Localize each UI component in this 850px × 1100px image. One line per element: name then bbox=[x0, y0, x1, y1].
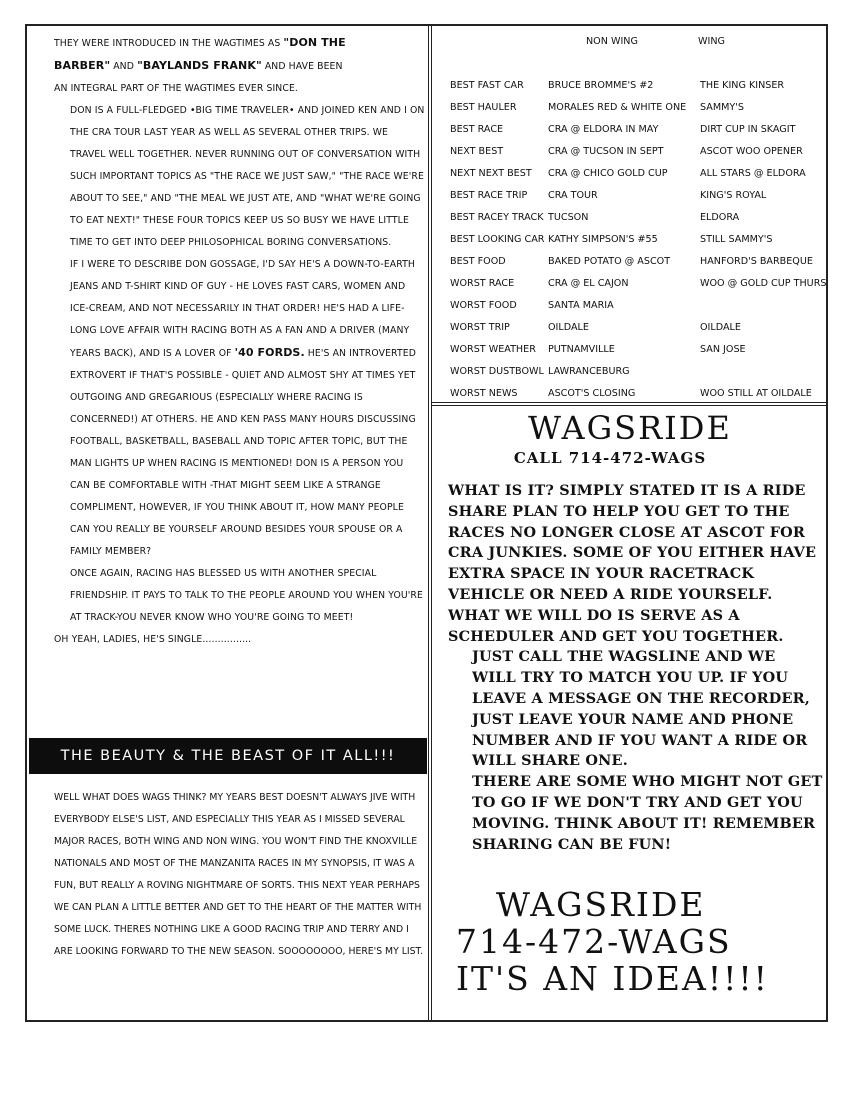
footer-tagline: IT'S AN IDEA!!!! bbox=[456, 959, 769, 998]
award-row bbox=[448, 142, 820, 164]
award-nonwing: BAKED POTATO @ ASCOT bbox=[548, 256, 671, 267]
award-category: BEST RACE TRIP bbox=[450, 190, 528, 201]
award-nonwing: MORALES RED & WHITE ONE bbox=[548, 102, 687, 113]
award-nonwing: SANTA MARIA bbox=[548, 300, 614, 311]
wagsride-paragraph: THERE ARE SOME WHO MIGHT NOT GET TO GO IF WE DON'T TRY AND GET YOU MOVING. THINK ABOUT IT! REMEMBER SHARING CAN BE FUN! bbox=[472, 773, 823, 853]
award-category: NEXT NEXT BEST bbox=[450, 168, 532, 179]
column-divider bbox=[428, 26, 432, 1021]
award-wing: DIRT CUP IN SKAGIT bbox=[700, 124, 796, 135]
award-wing: SAMMY'S bbox=[700, 102, 744, 113]
award-wing: ALL STARS @ ELDORA bbox=[700, 168, 806, 179]
award-category: BEST LOOKING CAR bbox=[450, 234, 545, 245]
award-row bbox=[448, 296, 820, 318]
award-category: WORST RACE bbox=[450, 278, 515, 289]
award-row bbox=[448, 208, 820, 230]
story-closing: OH YEAH, LADIES, HE'S SINGLE................ bbox=[54, 634, 252, 645]
footer-title: WAGSRIDE bbox=[496, 885, 706, 924]
award-category: BEST RACEY TRACK bbox=[450, 212, 544, 223]
award-category: WORST TRIP bbox=[450, 322, 510, 333]
award-nonwing: CRA TOUR bbox=[548, 190, 598, 201]
award-row bbox=[448, 120, 820, 142]
award-category: WORST DUSTBOWL bbox=[450, 366, 544, 377]
award-nonwing: BRUCE BROMME'S #2 bbox=[548, 80, 654, 91]
award-wing: HANFORD'S BARBEQUE bbox=[700, 256, 813, 267]
footer-phone: 714-472-WAGS bbox=[456, 922, 732, 961]
column-header-nonwing: NON WING bbox=[586, 36, 638, 47]
award-nonwing: CRA @ TUCSON IN SEPT bbox=[548, 146, 664, 157]
award-category: BEST RACE bbox=[450, 124, 504, 135]
award-row bbox=[448, 318, 820, 340]
award-nonwing: LAWRANCEBURG bbox=[548, 366, 630, 377]
don-gossage-story bbox=[54, 32, 426, 651]
award-category: NEXT BEST bbox=[450, 146, 504, 157]
awards-header bbox=[448, 32, 820, 54]
award-row bbox=[448, 274, 827, 296]
award-category: WORST WEATHER bbox=[450, 344, 536, 355]
wags-think-story bbox=[54, 787, 424, 963]
award-nonwing: TUCSON bbox=[548, 212, 589, 223]
award-nonwing: KATHY SIMPSON'S #55 bbox=[548, 234, 658, 245]
story-paragraph: IF I WERE TO DESCRIBE DON GOSSAGE, I'D SAY HE'S A DOWN-TO-EARTH JEANS AND T-SHIRT KIND OF GUY - HE LOVES FAST CARS, WOMEN AND ICE-CREAM, AND NOT NECESSARILY IN THAT ORDER! HE'S HAD A LIFE-LONG LOVE AFFAIR WITH RACING BOTH AS A FAN AND A DRIVER (MANY YEARS BACK), AND IS A LOVER OF '40 FORDS. HE'S AN INTROVERTED EXTROVERT IF THAT'S POSSIBLE - QUIET AND ALMOST SHY AT TIMES YET OUTGOING AND GREGARIOUS (ESPECIALLY WHERE RACING IS CONCERNED!) AT OTHERS. HE AND KEN PASS MANY HOURS DISCUSSING FOOTBALL, BASKETBALL, BASEBALL AND TOPIC AFTER TOPIC, BUT THE MAN LIGHTS UP WHEN RACING IS MENTIONED! DON IS A PERSON YOU CAN BE COMFORTABLE WITH -THAT MIGHT SEEM LIKE A STRANGE COMPLIMENT, HOWEVER, IF YOU THINK ABOUT IT, HOW MANY PEOPLE CAN YOU REALLY BE YOURSELF AROUND BESIDES YOUR SPOUSE OR A FAMILY MEMBER? bbox=[70, 259, 416, 557]
award-row bbox=[448, 186, 820, 208]
award-wing: KING'S ROYAL bbox=[700, 190, 767, 201]
award-row bbox=[448, 164, 820, 186]
wagsride-title: WAGSRIDE bbox=[528, 409, 732, 447]
award-wing: WOO @ GOLD CUP THURS bbox=[700, 278, 827, 289]
award-nonwing: PUTNAMVILLE bbox=[548, 344, 615, 355]
story-intro: THEY WERE INTRODUCED IN THE WAGTIMES AS "DON THE BARBER" AND "BAYLANDS FRANK" AND HAVE BEEN AN INTEGRAL PART OF THE WAGTIMES EVER SINCE. bbox=[54, 36, 346, 94]
award-nonwing: CRA @ CHICO GOLD CUP bbox=[548, 168, 668, 179]
award-row bbox=[448, 384, 820, 406]
award-nonwing: CRA @ ELDORA IN MAY bbox=[548, 124, 659, 135]
award-wing: ASCOT WOO OPENER bbox=[700, 146, 803, 157]
story-paragraph: ONCE AGAIN, RACING HAS BLESSED US WITH ANOTHER SPECIAL FRIENDSHIP. IT PAYS TO TALK TO THE PEOPLE AROUND YOU WHEN YOU'RE AT TRACK-YOU NEVER KNOW WHO YOU'RE GOING TO MEET! bbox=[70, 568, 423, 623]
award-row bbox=[448, 340, 820, 362]
award-nonwing: ASCOT'S CLOSING bbox=[548, 388, 636, 399]
award-wing: ELDORA bbox=[700, 212, 740, 223]
awards-rows bbox=[448, 76, 827, 406]
wagsride-paragraph: WHAT IS IT? SIMPLY STATED IT IS A RIDE SHARE PLAN TO HELP YOU GET TO THE RACES NO LONGER CLOSE AT ASCOT FOR CRA JUNKIES. SOME OF YOU EITHER HAVE EXTRA SPACE IN YOUR RACETRACK VEHICLE OR NEED A RIDE YOURSELF. WHAT WE WILL DO IS SERVE AS A SCHEDULER AND GET YOU TOGETHER. bbox=[448, 482, 817, 645]
award-nonwing: OILDALE bbox=[548, 322, 589, 333]
story-paragraph: WELL WHAT DOES WAGS THINK? MY YEARS BEST DOESN'T ALWAYS JIVE WITH EVERYBODY ELSE'S LIST, AND ESPECIALLY THIS YEAR AS I MISSED SEVERAL MAJOR RACES, BOTH WING AND NON WING. YOU WON'T FIND THE KNOXVILLE NATIONALS AND MOST OF THE MANZANITA RACES IN MY SYNOPSIS, IT WAS A FUN, BUT REALLY A ROVING NIGHTMARE OF SORTS. THIS NEXT YEAR PERHAPS WE CAN PLAN A LITTLE BETTER AND GET TO THE HEART OF THE MATTER WITH SOME LUCK. THERES NOTHING LIKE A GOOD RACING TRIP AND TERRY AND I ARE LOOKING FORWARD TO THE NEW SEASON. SOOOOOOOO, HERE'S MY LIST. bbox=[54, 792, 424, 957]
wagsride-description bbox=[448, 481, 823, 855]
wagsride-footer bbox=[456, 886, 826, 997]
award-row bbox=[448, 362, 820, 384]
section-banner: THE BEAUTY & THE BEAST OF IT ALL!!! bbox=[29, 738, 427, 774]
award-wing: STILL SAMMY'S bbox=[700, 234, 773, 245]
award-row bbox=[448, 252, 820, 274]
awards-table bbox=[448, 32, 827, 406]
award-nonwing: CRA @ EL CAJON bbox=[548, 278, 629, 289]
award-row bbox=[448, 76, 820, 98]
award-row bbox=[448, 98, 820, 120]
award-category: BEST HAULER bbox=[450, 102, 517, 113]
award-category: BEST FAST CAR bbox=[450, 80, 524, 91]
award-wing: WOO STILL AT OILDALE bbox=[700, 388, 812, 399]
award-category: WORST NEWS bbox=[450, 388, 518, 399]
award-wing: OILDALE bbox=[700, 322, 741, 333]
award-wing: SAN JOSE bbox=[700, 344, 746, 355]
award-category: BEST FOOD bbox=[450, 256, 506, 267]
column-header-wing: WING bbox=[698, 36, 725, 47]
story-paragraph: DON IS A FULL-FLEDGED •BIG TIME TRAVELER• AND JOINED KEN AND I ON THE CRA TOUR LAST YEAR AS WELL AS SEVERAL OTHER TRIPS. WE TRAVEL WELL TOGETHER. NEVER RUNNING OUT OF CONVERSATION WITH SUCH IMPORTANT TOPICS AS "THE RACE WE JUST SAW," "THE RACE WE'RE ABOUT TO SEE," AND "THE MEAL WE JUST ATE, AND "WHAT WE'RE GOING TO EAT NEXT!" THESE FOUR TOPICS KEEP US SO BUSY WE HAVE LITTLE TIME TO GET INTO DEEP PHILOSOPHICAL BORING CONVERSATIONS. bbox=[70, 105, 425, 248]
wagsride-phone: CALL 714-472-WAGS bbox=[513, 449, 707, 467]
award-category: WORST FOOD bbox=[450, 300, 517, 311]
award-row bbox=[448, 230, 820, 252]
wagsride-paragraph: JUST CALL THE WAGSLINE AND WE WILL TRY TO MATCH YOU UP. IF YOU LEAVE A MESSAGE ON THE RECORDER, JUST LEAVE YOUR NAME AND PHONE NUMBER AND IF YOU WANT A RIDE OR WILL SHARE ONE. bbox=[472, 648, 811, 770]
award-wing: THE KING KINSER bbox=[700, 80, 785, 91]
